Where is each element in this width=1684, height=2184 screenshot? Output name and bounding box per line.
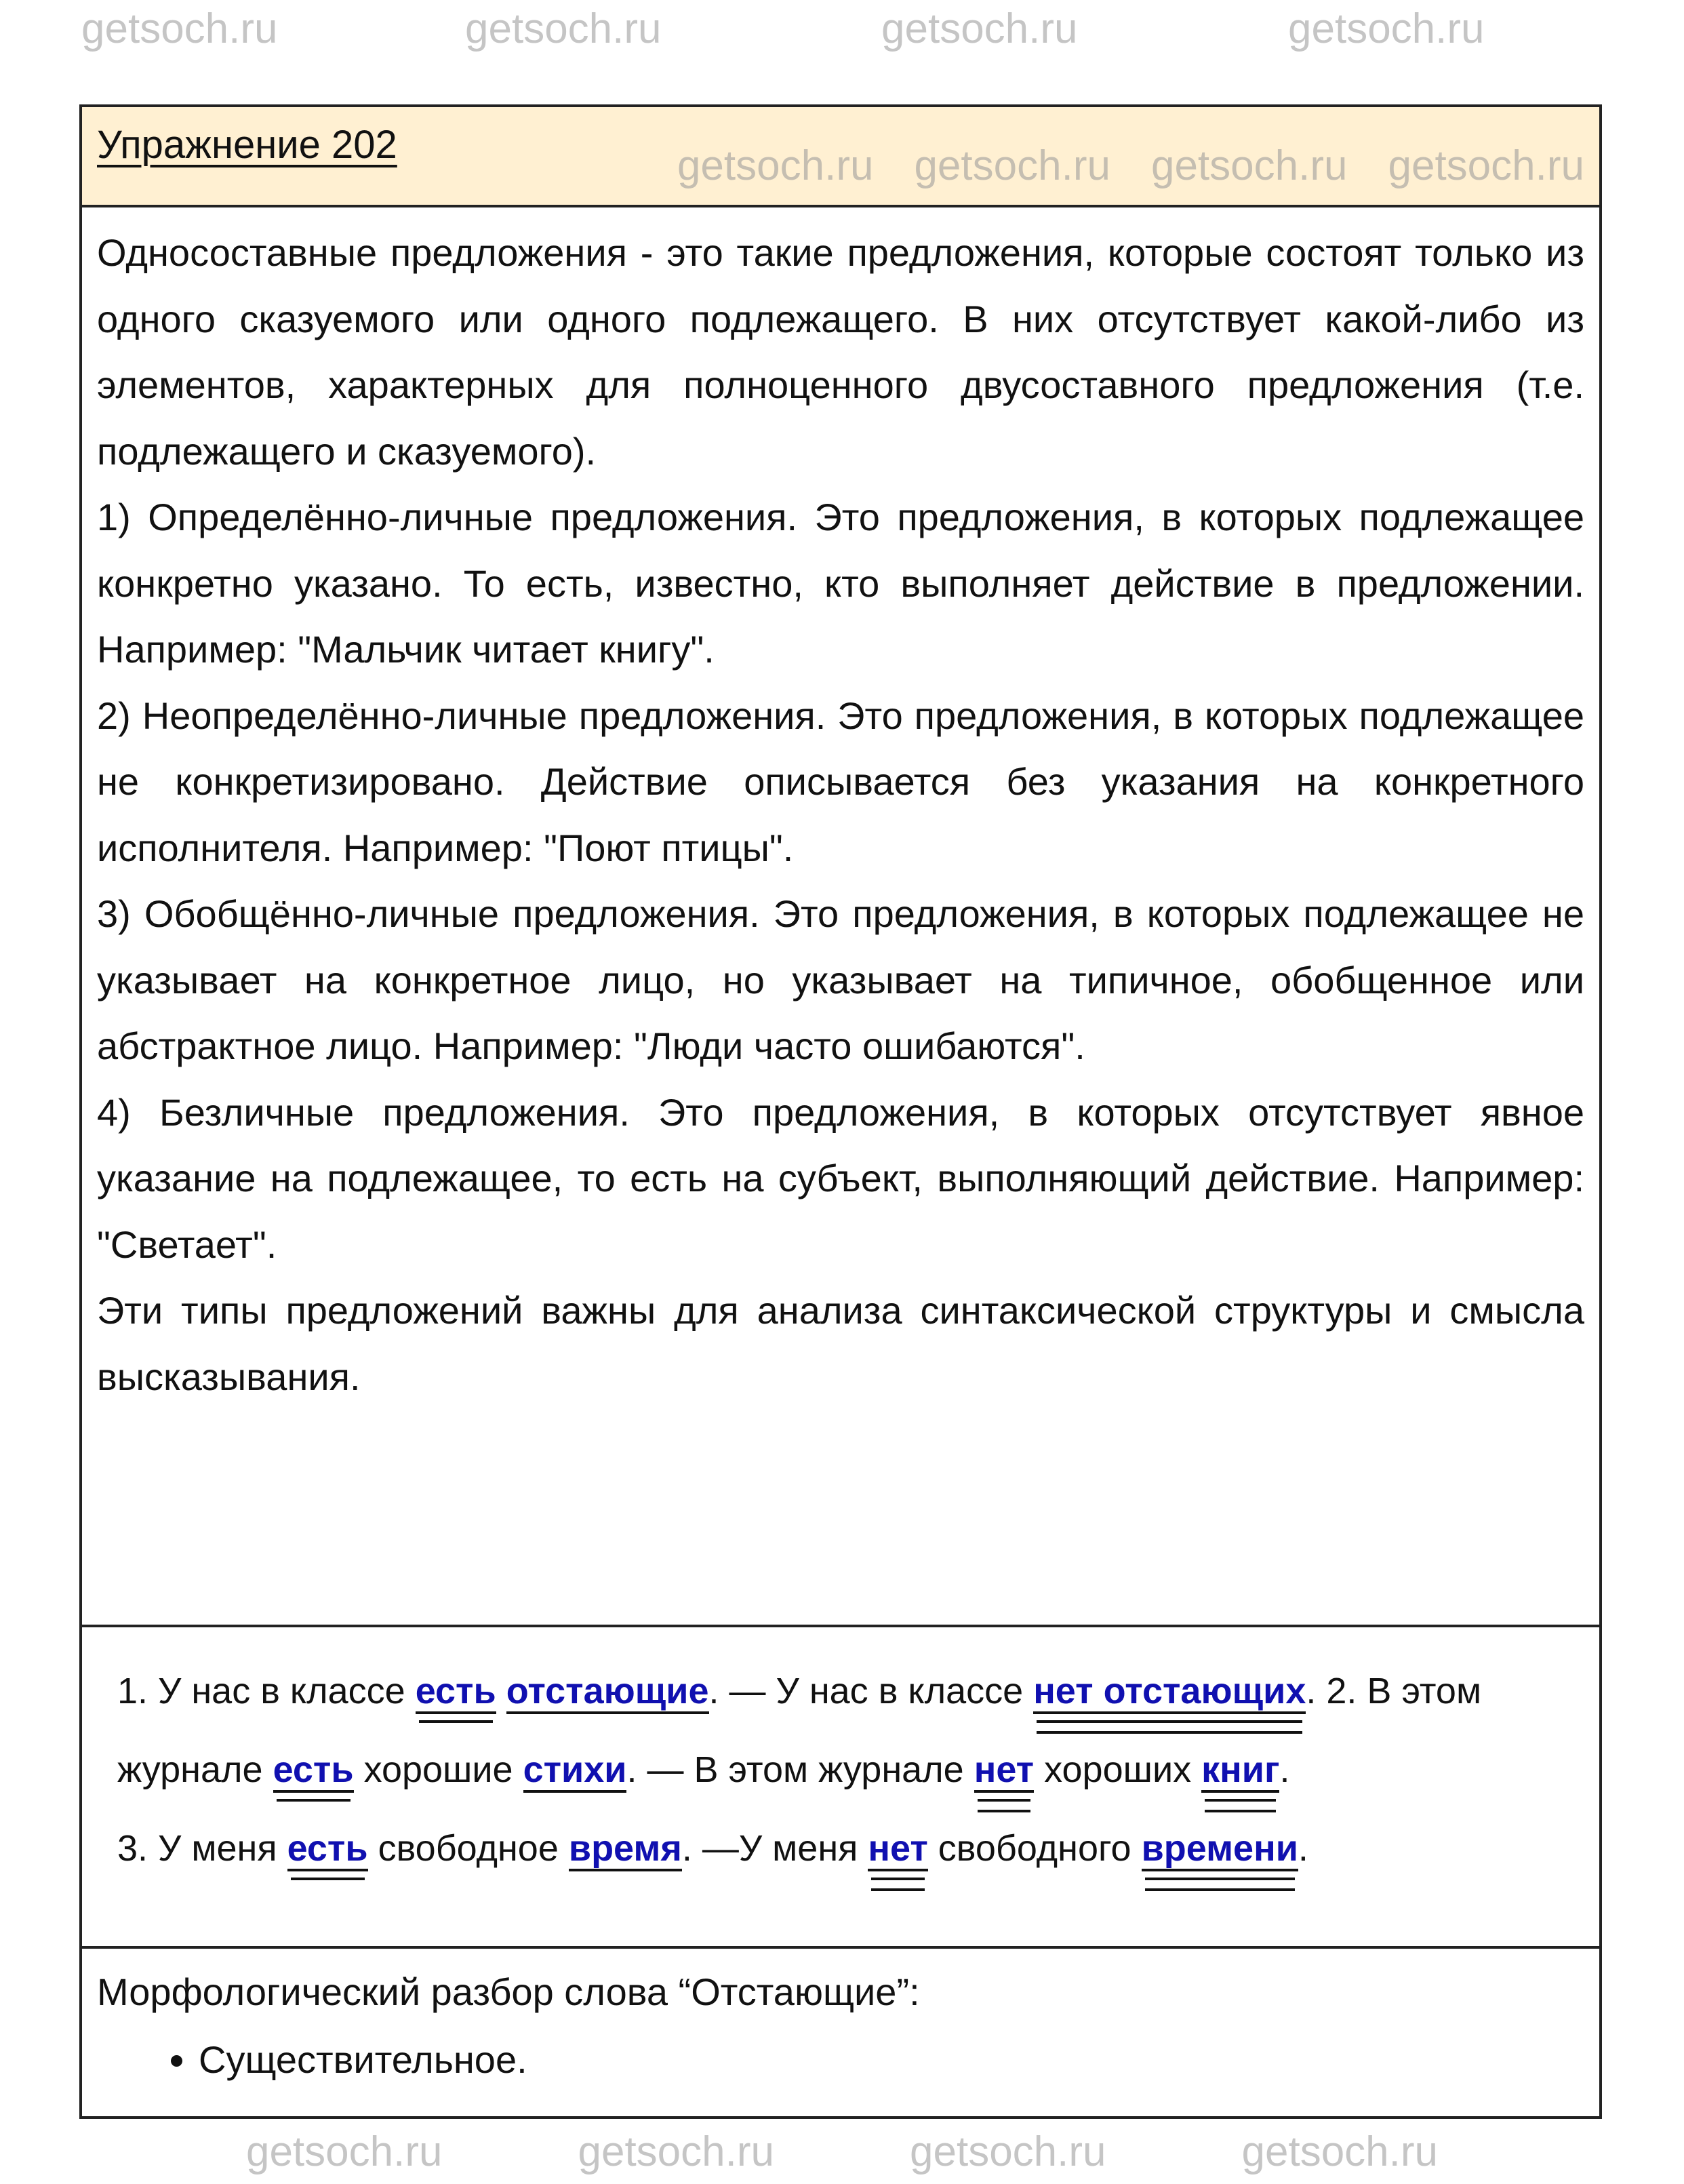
watermark: getsoch.ru [914, 142, 1110, 189]
sentence-text [496, 1671, 506, 1711]
sentence-text: . — В этом журнале [626, 1749, 974, 1790]
theory-paragraph: 4) Безличные предложения. Это предложения, в которых отсутствует явное указание на подлежащее, то есть на субъект, выполняющий действие. Например: "Светает". [97, 1090, 1584, 1266]
exercise-title: Упражнение 202 [97, 123, 397, 167]
watermark: getsoch.ru [881, 5, 1078, 52]
watermark: getsoch.ru [1241, 2128, 1439, 2175]
sentence-text: . [1279, 1749, 1290, 1790]
sentence-text: 1. У нас в классе [117, 1671, 416, 1711]
theory-paragraph: 3) Обобщённо-личные предложения. Это предложения, в которых подлежащее не указывает на конкретное лицо, но указывает на типичное, обобщенное или абстрактное лицо. Например: "Люди часто ошибаются". [97, 892, 1584, 1067]
theory-section [82, 207, 1599, 1627]
example-sentences [82, 1627, 1599, 1949]
marked-sentence-member: есть [416, 1671, 496, 1714]
morphology-list [97, 2026, 1584, 2094]
sentence-text: свободного [927, 1828, 1142, 1869]
watermark: getsoch.ru [81, 5, 278, 52]
watermark: getsoch.ru [245, 2128, 443, 2175]
theory-paragraph: 2) Неопределённо-личные предложения. Это предложения, в которых подлежащее не конкретизировано. Действие описывается без указания на конкретного исполнителя. Например: "Поют птицы". [97, 694, 1584, 869]
morphology-item: • Существительное. [199, 2026, 1584, 2094]
sentence-text: хороших [1034, 1749, 1202, 1790]
watermark: getsoch.ru [677, 142, 874, 189]
sentence-text: . 2. В этом журнале [117, 1671, 1482, 1790]
watermark: getsoch.ru [1388, 142, 1584, 189]
marked-sentence-member: нет [974, 1749, 1034, 1793]
theory-paragraph: Эти типы предложений важны для анализа синтаксической структуры и смысла высказывания. [97, 1289, 1584, 1398]
marked-sentence-member: книг [1201, 1749, 1279, 1793]
marked-sentence-member: времени [1142, 1828, 1298, 1871]
watermark: getsoch.ru [465, 5, 662, 52]
exercise-header [82, 107, 1599, 207]
marked-sentence-member: нет [868, 1828, 927, 1871]
theory-paragraph: Односоставные предложения - это такие предложения, которые состоят только из одного сказуемого или одного подлежащего. В них отсутствует какой-либо из элементов, характерных для полноценного двусоставного предложения (т.е. подлежащего и сказуемого). [97, 231, 1584, 473]
sentence-text: 3. У меня [117, 1828, 287, 1869]
sentence-text: свободное [367, 1828, 569, 1869]
footer-watermarks [0, 2119, 1684, 2176]
sentence-text: хорошие [353, 1749, 523, 1790]
exercise-card [79, 104, 1602, 2119]
watermark: getsoch.ru [1288, 5, 1485, 52]
sentence-text: . —У меня [681, 1828, 868, 1869]
marked-sentence-member: время [569, 1828, 682, 1871]
marked-sentence-member: нет отстающих [1033, 1671, 1306, 1714]
morphology-title: Морфологический разбор слова “Отстающие”: [97, 1970, 920, 2013]
morphology-section [82, 1949, 1599, 2116]
marked-sentence-member: отстающие [506, 1671, 709, 1714]
sentence-text: . [1298, 1828, 1308, 1869]
watermark: getsoch.ru [578, 2128, 774, 2175]
marked-sentence-member: есть [273, 1749, 354, 1793]
marked-sentence-member: стихи [523, 1749, 627, 1793]
sentence-text: . — У нас в классе [708, 1671, 1034, 1711]
theory-paragraph: 1) Определённо-личные предложения. Это предложения, в которых подлежащее конкретно указано. То есть, известно, кто выполняет действие в предложении. Например: "Мальчик читает книгу". [97, 496, 1584, 671]
marked-sentence-member: есть [287, 1828, 368, 1871]
watermark: getsoch.ru [910, 2128, 1106, 2175]
header-watermarks [677, 122, 1584, 190]
watermark: getsoch.ru [1150, 142, 1348, 189]
